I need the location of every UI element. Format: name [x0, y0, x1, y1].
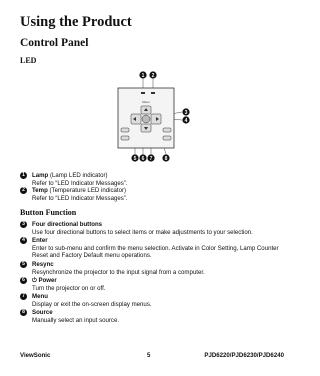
item-desc: Turn the projector on or off. [32, 284, 106, 292]
footer-page-number: 5 [147, 352, 151, 359]
item-desc: Resynchronize the projector to the input signal from a computer. [32, 268, 205, 276]
led-item-temp [20, 187, 284, 202]
item-desc: Enter to sub-menu and confirm the menu selection. Activate in Color Setting, Lamp Counter Reset and Factory Default menu operations. [32, 244, 279, 260]
item-number: 3 [20, 221, 27, 228]
led-subheading: LED [20, 56, 37, 65]
item-number: 8 [20, 309, 27, 316]
item-number: 5 [20, 261, 27, 268]
item-number: 1 [20, 172, 27, 179]
callout-2 [149, 71, 156, 79]
item-desc: Use four directional buttons to select items or make adjustments to your selection. [32, 228, 253, 236]
item-desc: Manually select an input source. [32, 316, 120, 324]
button-item-enter [20, 237, 284, 260]
item-number: 7 [20, 293, 27, 300]
svg-text:6: 6 [141, 156, 145, 162]
callout-5 [131, 154, 138, 162]
item-title: Enter [32, 237, 48, 244]
control-panel-figure [104, 66, 200, 170]
svg-text:1: 1 [141, 73, 145, 79]
button-item-power [20, 277, 284, 292]
item-title: Four directional buttons [32, 221, 103, 228]
svg-text:4: 4 [184, 118, 188, 124]
lamp-led [141, 92, 145, 94]
item-number: 4 [20, 237, 27, 244]
resync-button[interactable] [163, 136, 171, 140]
callout-1 [139, 71, 146, 79]
button-item-source [20, 309, 284, 324]
button-item-menu [20, 293, 284, 308]
item-title: Lamp [32, 172, 49, 179]
item-number: 6 [20, 277, 27, 284]
item-title: Resync [32, 261, 54, 268]
enter-button[interactable] [142, 115, 150, 123]
callout-6 [139, 154, 146, 162]
svg-text:3: 3 [184, 110, 188, 116]
svg-text:8: 8 [164, 156, 168, 162]
item-desc: Refer to “LED Indicator Messages”. [32, 179, 128, 187]
section-title: Control Panel [20, 37, 89, 49]
svg-text:7: 7 [149, 156, 153, 162]
page-title: Using the Product [20, 14, 132, 30]
led-item-lamp [20, 172, 284, 187]
power-button[interactable] [121, 136, 129, 140]
callout-4 [182, 116, 189, 124]
button-item-resync [20, 261, 284, 276]
button-item-directional [20, 221, 284, 236]
item-desc: Refer to “LED Indicator Messages”. [32, 194, 128, 202]
svg-text:Menu: Menu [142, 100, 150, 104]
footer-brand: ViewSonic [20, 352, 51, 359]
item-suffix: (Temperature LED indicator) [47, 187, 127, 194]
item-number: 2 [20, 187, 27, 194]
item-title: Source [32, 309, 53, 316]
menu-button[interactable] [121, 128, 129, 132]
button-function-subheading: Button Function [20, 208, 77, 217]
svg-text:2: 2 [151, 73, 155, 79]
callout-7 [147, 154, 154, 162]
svg-text:5: 5 [133, 156, 137, 162]
item-desc: Display or exit the on-screen display menus. [32, 300, 152, 308]
control-panel-diagram [104, 66, 200, 170]
temp-led [151, 92, 155, 94]
callout-3 [182, 108, 189, 116]
source-button[interactable] [163, 128, 171, 132]
item-title: Menu [32, 293, 48, 300]
item-title: Temp [32, 187, 48, 194]
footer-model: PJD6220/PJD6230/PJD6240 [204, 352, 284, 359]
callout-8 [162, 154, 169, 162]
item-title: ⏻ Power [32, 277, 57, 284]
item-suffix: (Lamp LED indicator) [48, 172, 108, 179]
